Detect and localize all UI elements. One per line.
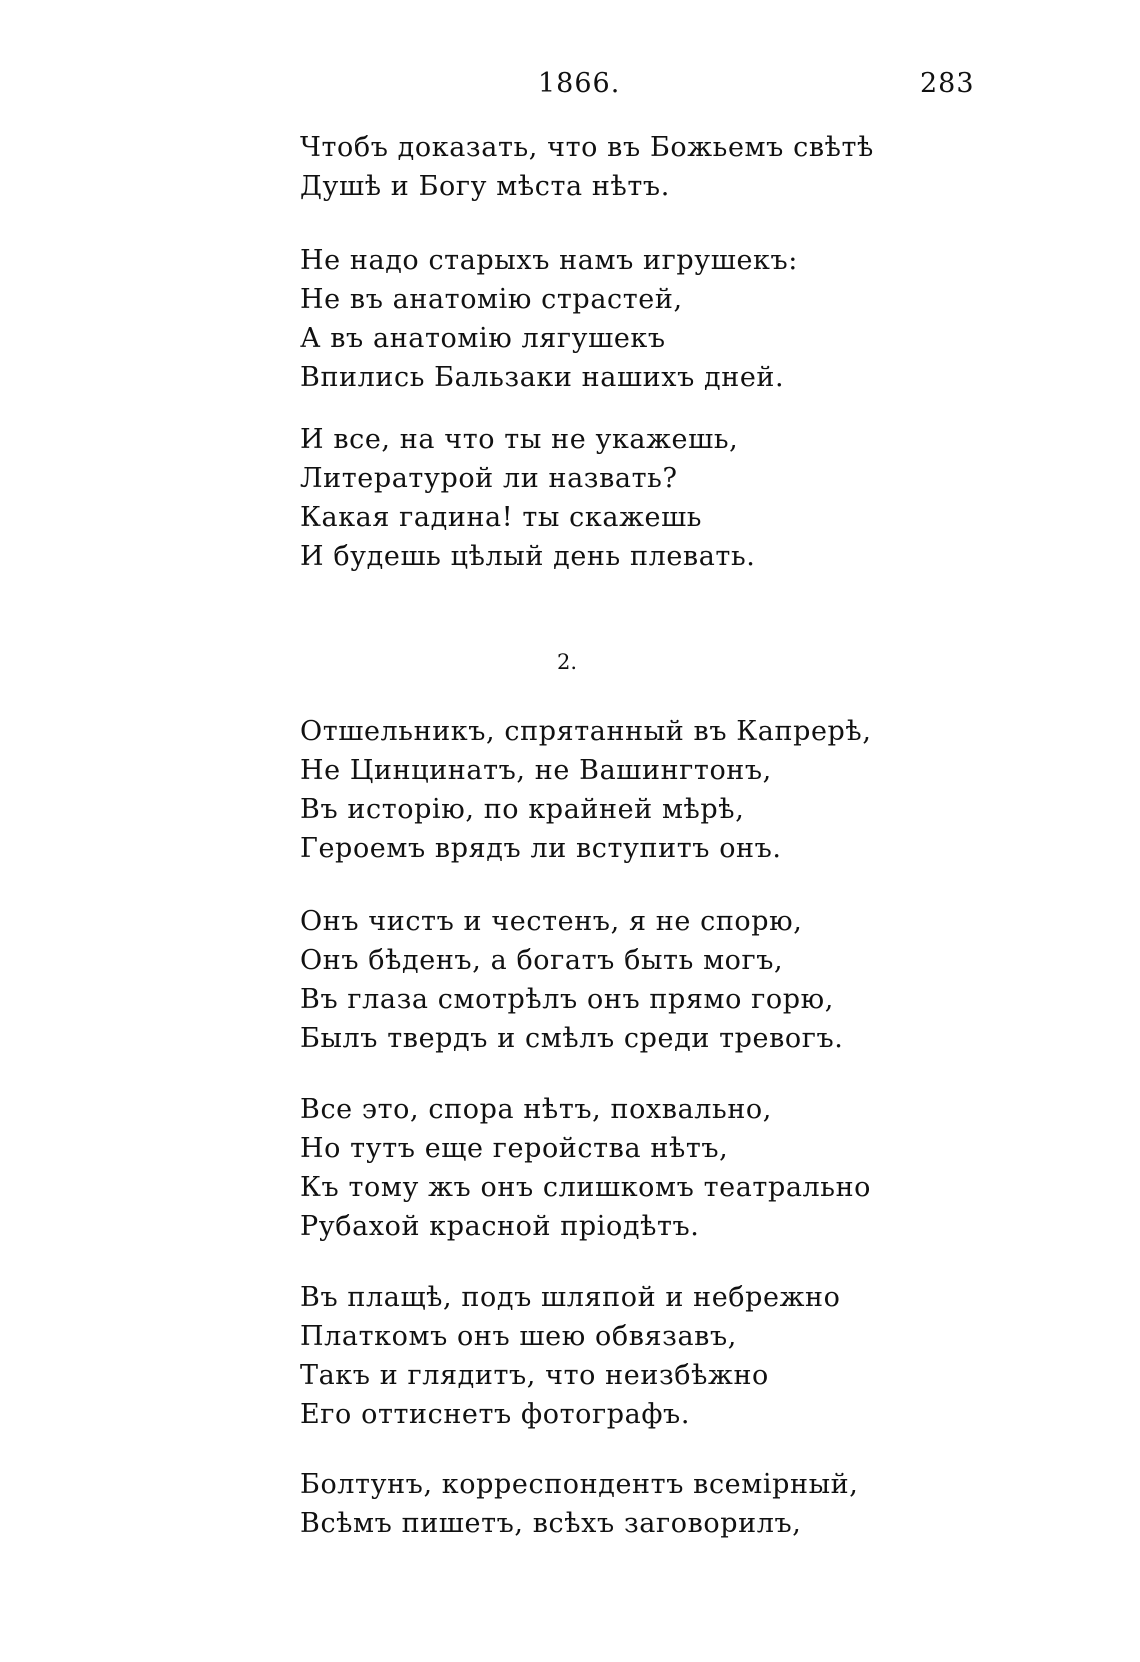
stanza xyxy=(300,1090,871,1246)
verse-line: Все это, спора нѣтъ, похвально, xyxy=(300,1094,772,1125)
verse-line: Къ тому жъ онъ слишкомъ театрально xyxy=(300,1172,872,1203)
stanza xyxy=(300,128,874,206)
verse-line: Не въ анатомію страстей, xyxy=(300,284,683,315)
verse-line: Онъ бѣденъ, а богатъ быть могъ, xyxy=(300,945,784,976)
verse-line: Въ плащѣ, подъ шляпой и небрежно xyxy=(300,1282,841,1313)
stanza xyxy=(300,1465,858,1543)
running-header-year: 1866. xyxy=(538,68,621,99)
verse-line: Рубахой красной пріодѣтъ. xyxy=(300,1211,700,1242)
verse-line: Но тутъ еще геройства нѣтъ, xyxy=(300,1133,729,1164)
verse-line: Не Цинцинатъ, не Вашингтонъ, xyxy=(300,755,772,786)
verse-line: Онъ чистъ и честенъ, я не спорю, xyxy=(300,906,803,937)
verse-line: Его оттиснетъ фотографъ. xyxy=(300,1399,691,1430)
verse-line: И будешь цѣлый день плевать. xyxy=(300,541,756,572)
verse-line: Въ глаза смотрѣлъ онъ прямо горю, xyxy=(300,984,834,1015)
verse-line: Не надо старыхъ намъ игрушекъ: xyxy=(300,245,798,276)
stanza xyxy=(300,712,872,868)
verse-line: Такъ и глядитъ, что неизбѣжно xyxy=(300,1360,769,1391)
verse-line: Болтунъ, корреспондентъ всемірный, xyxy=(300,1469,859,1500)
page-number: 283 xyxy=(920,68,975,99)
section-number: 2. xyxy=(557,650,578,674)
stanza xyxy=(300,1278,841,1434)
verse-line: Литературой ли назвать? xyxy=(300,463,678,494)
verse-line: Всѣмъ пишетъ, всѣхъ заговорилъ, xyxy=(300,1508,802,1539)
verse-line: Отшельникъ, спрятанный въ Капрерѣ, xyxy=(300,716,872,747)
stanza xyxy=(300,241,798,397)
verse-line: Чтобъ доказать, что въ Божьемъ свѣтѣ xyxy=(300,132,874,163)
verse-line: Какая гадина! ты скажешь xyxy=(300,502,703,533)
verse-line: А въ анатомію лягушекъ xyxy=(300,323,666,354)
stanza xyxy=(300,420,755,576)
verse-line: И все, на что ты не укажешь, xyxy=(300,424,739,455)
verse-line: Впились Бальзаки нашихъ дней. xyxy=(300,362,785,393)
verse-line: Въ исторію, по крайней мѣрѣ, xyxy=(300,794,745,825)
verse-line: Платкомъ онъ шею обвязавъ, xyxy=(300,1321,737,1352)
verse-line: Героемъ врядъ ли вступитъ онъ. xyxy=(300,833,782,864)
verse-line: Душѣ и Богу мѣста нѣтъ. xyxy=(300,171,670,202)
verse-line: Былъ твердъ и смѣлъ среди тревогъ. xyxy=(300,1023,844,1054)
stanza xyxy=(300,902,843,1058)
